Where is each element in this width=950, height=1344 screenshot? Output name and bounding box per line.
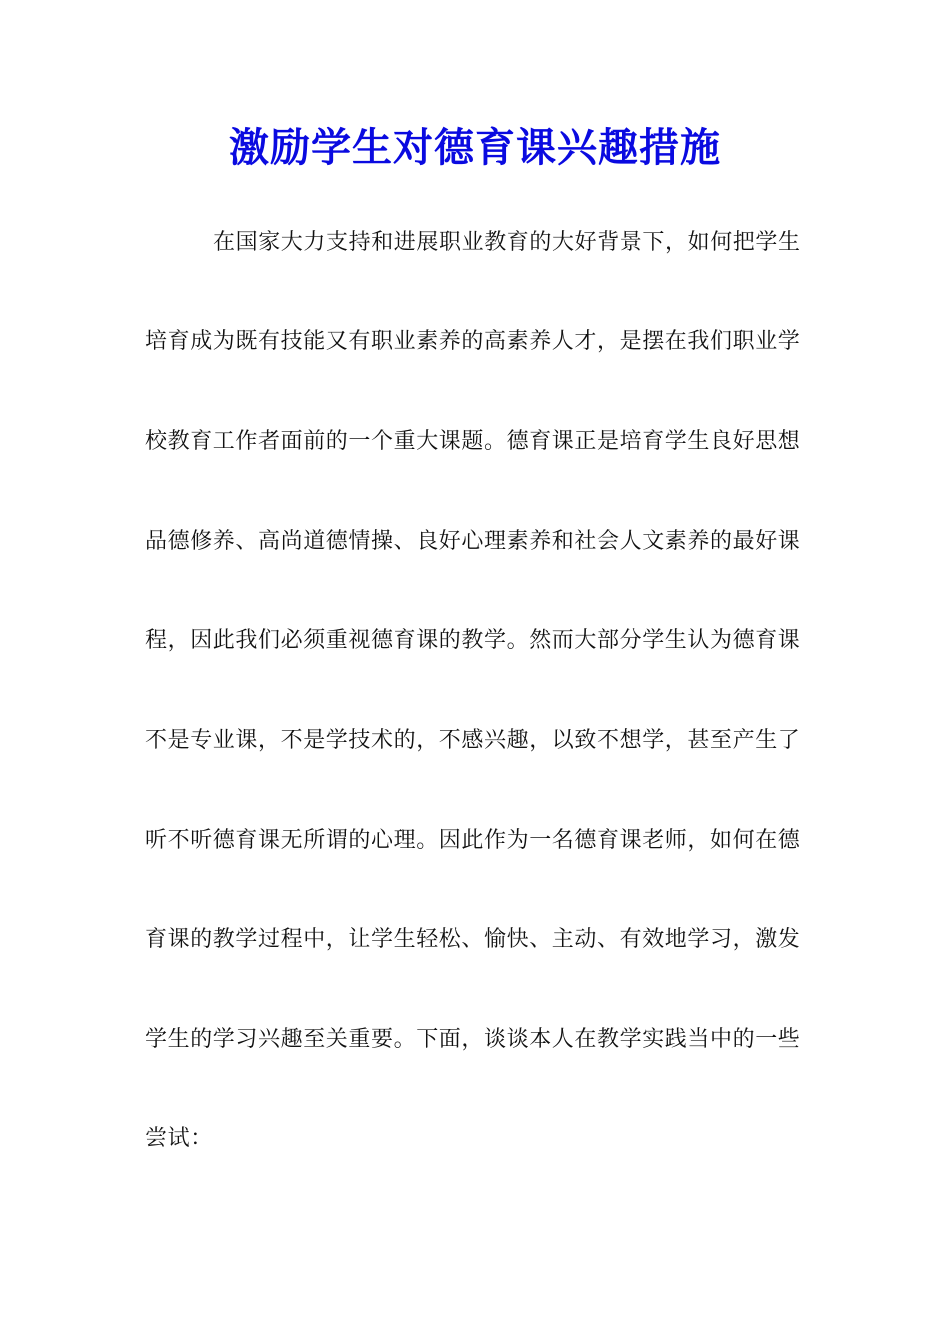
paragraph-line: 不是专业课，不是学技术的，不感兴趣，以致不想学，甚至产生了: [145, 728, 801, 753]
paragraph-line: 尝试：: [145, 1126, 213, 1151]
paragraph-line: 听不听德育课无所谓的心理。因此作为一名德育课老师，如何在德: [145, 828, 801, 853]
paragraph-line: 品德修养、高尚道德情操、良好心理素养和社会人文素养的最好课: [145, 529, 801, 554]
document-title: 激励学生对德育课兴趣措施: [229, 124, 721, 171]
paragraph-line: 程，因此我们必须重视德育课的教学。然而大部分学生认为德育课: [145, 628, 801, 653]
paragraph-line: 育课的教学过程中，让学生轻松、愉快、主动、有效地学习，激发: [145, 927, 801, 952]
paragraph-line: 在国家大力支持和进展职业教育的大好背景下，如何把学生: [213, 230, 801, 255]
paragraph-line: 培育成为既有技能又有职业素养的高素养人才，是摆在我们职业学: [145, 329, 801, 354]
paragraph-line: 学生的学习兴趣至关重要。下面，谈谈本人在教学实践当中的一些: [145, 1027, 801, 1052]
paragraph-line: 校教育工作者面前的一个重大课题。德育课正是培育学生良好思想: [145, 429, 801, 454]
